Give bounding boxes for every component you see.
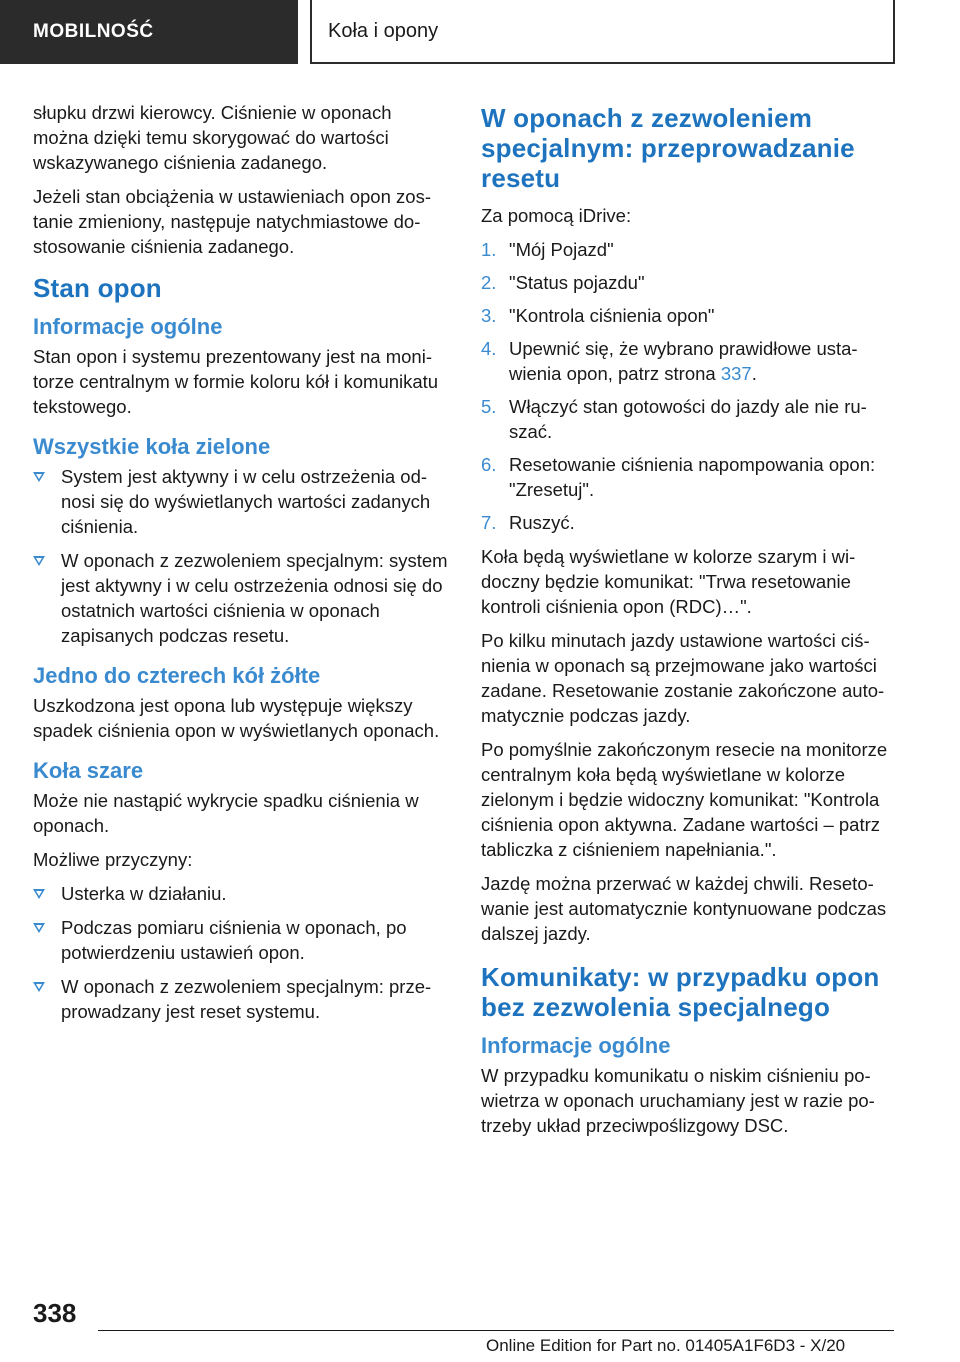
right-column <box>481 100 893 1147</box>
list-item: 7. Ruszyć. <box>481 512 575 533</box>
heading-stan-opon: Stan opon <box>33 273 162 303</box>
paragraph: Stan opon i systemu prezentowany jest na monitorze centralnym w formie koloru kół i komunikatu tekstowego. <box>33 346 439 417</box>
left-column <box>33 100 448 1033</box>
paragraph: słupku drzwi kierowcy. Ciśnienie w oponach można dzięki temu skorygować do wartości wskazywanego ciśnienia zadanego. <box>33 102 392 173</box>
paragraph: Koła będą wyświetlane w kolorze szarym i widoczny będzie komunikat: "Trwa resetowanie kontroli ciśnienia opon (RDC)…". <box>481 546 856 617</box>
heading-jedno-do-czterech: Jedno do czterech kół żółte <box>33 663 321 688</box>
list-item: 4. Upewnić się, że wybrano prawidłowe ustawienia opon, patrz strona 337. <box>481 338 858 384</box>
bullet-list <box>33 464 448 648</box>
bullet-list <box>33 881 448 1024</box>
footer-divider <box>98 1330 894 1331</box>
list-item: W oponach z zezwoleniem specjalnym: system jest aktywny i w celu ostrzeżenia odnosi się do ostatnich wartości ciśnienia w oponach zapisanych podczas resetu. <box>33 548 448 648</box>
triangle-bullet-icon <box>33 556 45 566</box>
triangle-bullet-icon <box>33 923 45 933</box>
paragraph: Możliwe przyczyny: <box>33 849 193 870</box>
heading-wszystkie-kola-zielone: Wszystkie koła zielone <box>33 434 271 459</box>
paragraph: Może nie nastąpić wykrycie spadku ciśnienia w oponach. <box>33 790 419 836</box>
paragraph: Uszkodzona jest opona lub występuje większy spadek ciśnienia opon w wyświetlanych oponach. <box>33 695 440 741</box>
list-item: Usterka w działaniu. <box>33 881 448 906</box>
paragraph: W przypadku komunikatu o niskim ciśnieniu powietrza w oponach uruchamiany jest w razie potrzeby układ przeciwpoślizgowy DSC. <box>481 1065 875 1136</box>
triangle-bullet-icon <box>33 889 45 899</box>
list-item: 6. Resetowanie ciśnienia napompowania opon: "Zresetuj". <box>481 454 876 500</box>
page-header <box>0 0 960 66</box>
heading-reset: W oponach z zezwoleniem specjalnym: przeprowadzanie resetu <box>481 103 855 193</box>
paragraph: Po kilku minutach jazdy ustawione wartości ciśnienia w oponach są przejmowane jako wartości zadane. Resetowanie zostanie zakończone automatycznie podczas jazdy. <box>481 630 885 726</box>
paragraph: Jeżeli stan obciążenia w ustawieniach opon zostanie zmieniony, następuje natychmiastowe dostosowanie ciśnienia zadanego. <box>33 186 431 257</box>
heading-informacje-ogolne: Informacje ogólne <box>33 314 223 339</box>
page-link[interactable]: 337 <box>720 363 752 384</box>
steps-list <box>481 237 893 535</box>
list-item: W oponach z zezwoleniem specjalnym: przeprowadzany jest reset systemu. <box>33 974 448 1024</box>
section-label: MOBILNOŚĆ <box>0 0 298 64</box>
list-item: 3. "Kontrola ciśnienia opon" <box>481 305 715 326</box>
heading-informacje-ogolne-2: Informacje ogólne <box>481 1033 671 1058</box>
list-item: 1. "Mój Pojazd" <box>481 239 614 260</box>
list-item: 5. Włączyć stan gotowości do jazdy ale nie ruszać. <box>481 396 867 442</box>
heading-kola-szare: Koła szare <box>33 758 144 783</box>
list-item: System jest aktywny i w celu ostrzeżenia odnosi się do wyświetlanych wartości zadanych ciśnienia. <box>33 464 448 539</box>
triangle-bullet-icon <box>33 982 45 992</box>
list-item: 2. "Status pojazdu" <box>481 272 645 293</box>
list-item: Podczas pomiaru ciśnienia w oponach, po potwierdzeniu ustawień opon. <box>33 915 448 965</box>
paragraph: Po pomyślnie zakończonym resecie na monitorze centralnym koła będą wyświetlane w kolorze zielonym i będzie widoczny komunikat: "Kontrola ciśnienia opon aktywna. Zadane wartości – patrz tabliczka z ciśnieniem napełniania.". <box>481 739 888 860</box>
triangle-bullet-icon <box>33 472 45 482</box>
heading-komunikaty: Komunikaty: w przypadku opon bez zezwolenia specjalnego <box>481 962 880 1022</box>
footer-edition: Online Edition for Part no. 01405A1F6D3 - X/20 <box>486 1336 846 1355</box>
paragraph: Za pomocą iDrive: <box>481 205 632 226</box>
paragraph: Jazdę można przerwać w każdej chwili. Resetowanie jest automatycznie kontynuowane podczas dalszej jazdy. <box>481 873 887 944</box>
page-number: 338 <box>33 1298 77 1328</box>
chapter-label: Koła i opony <box>310 0 895 64</box>
